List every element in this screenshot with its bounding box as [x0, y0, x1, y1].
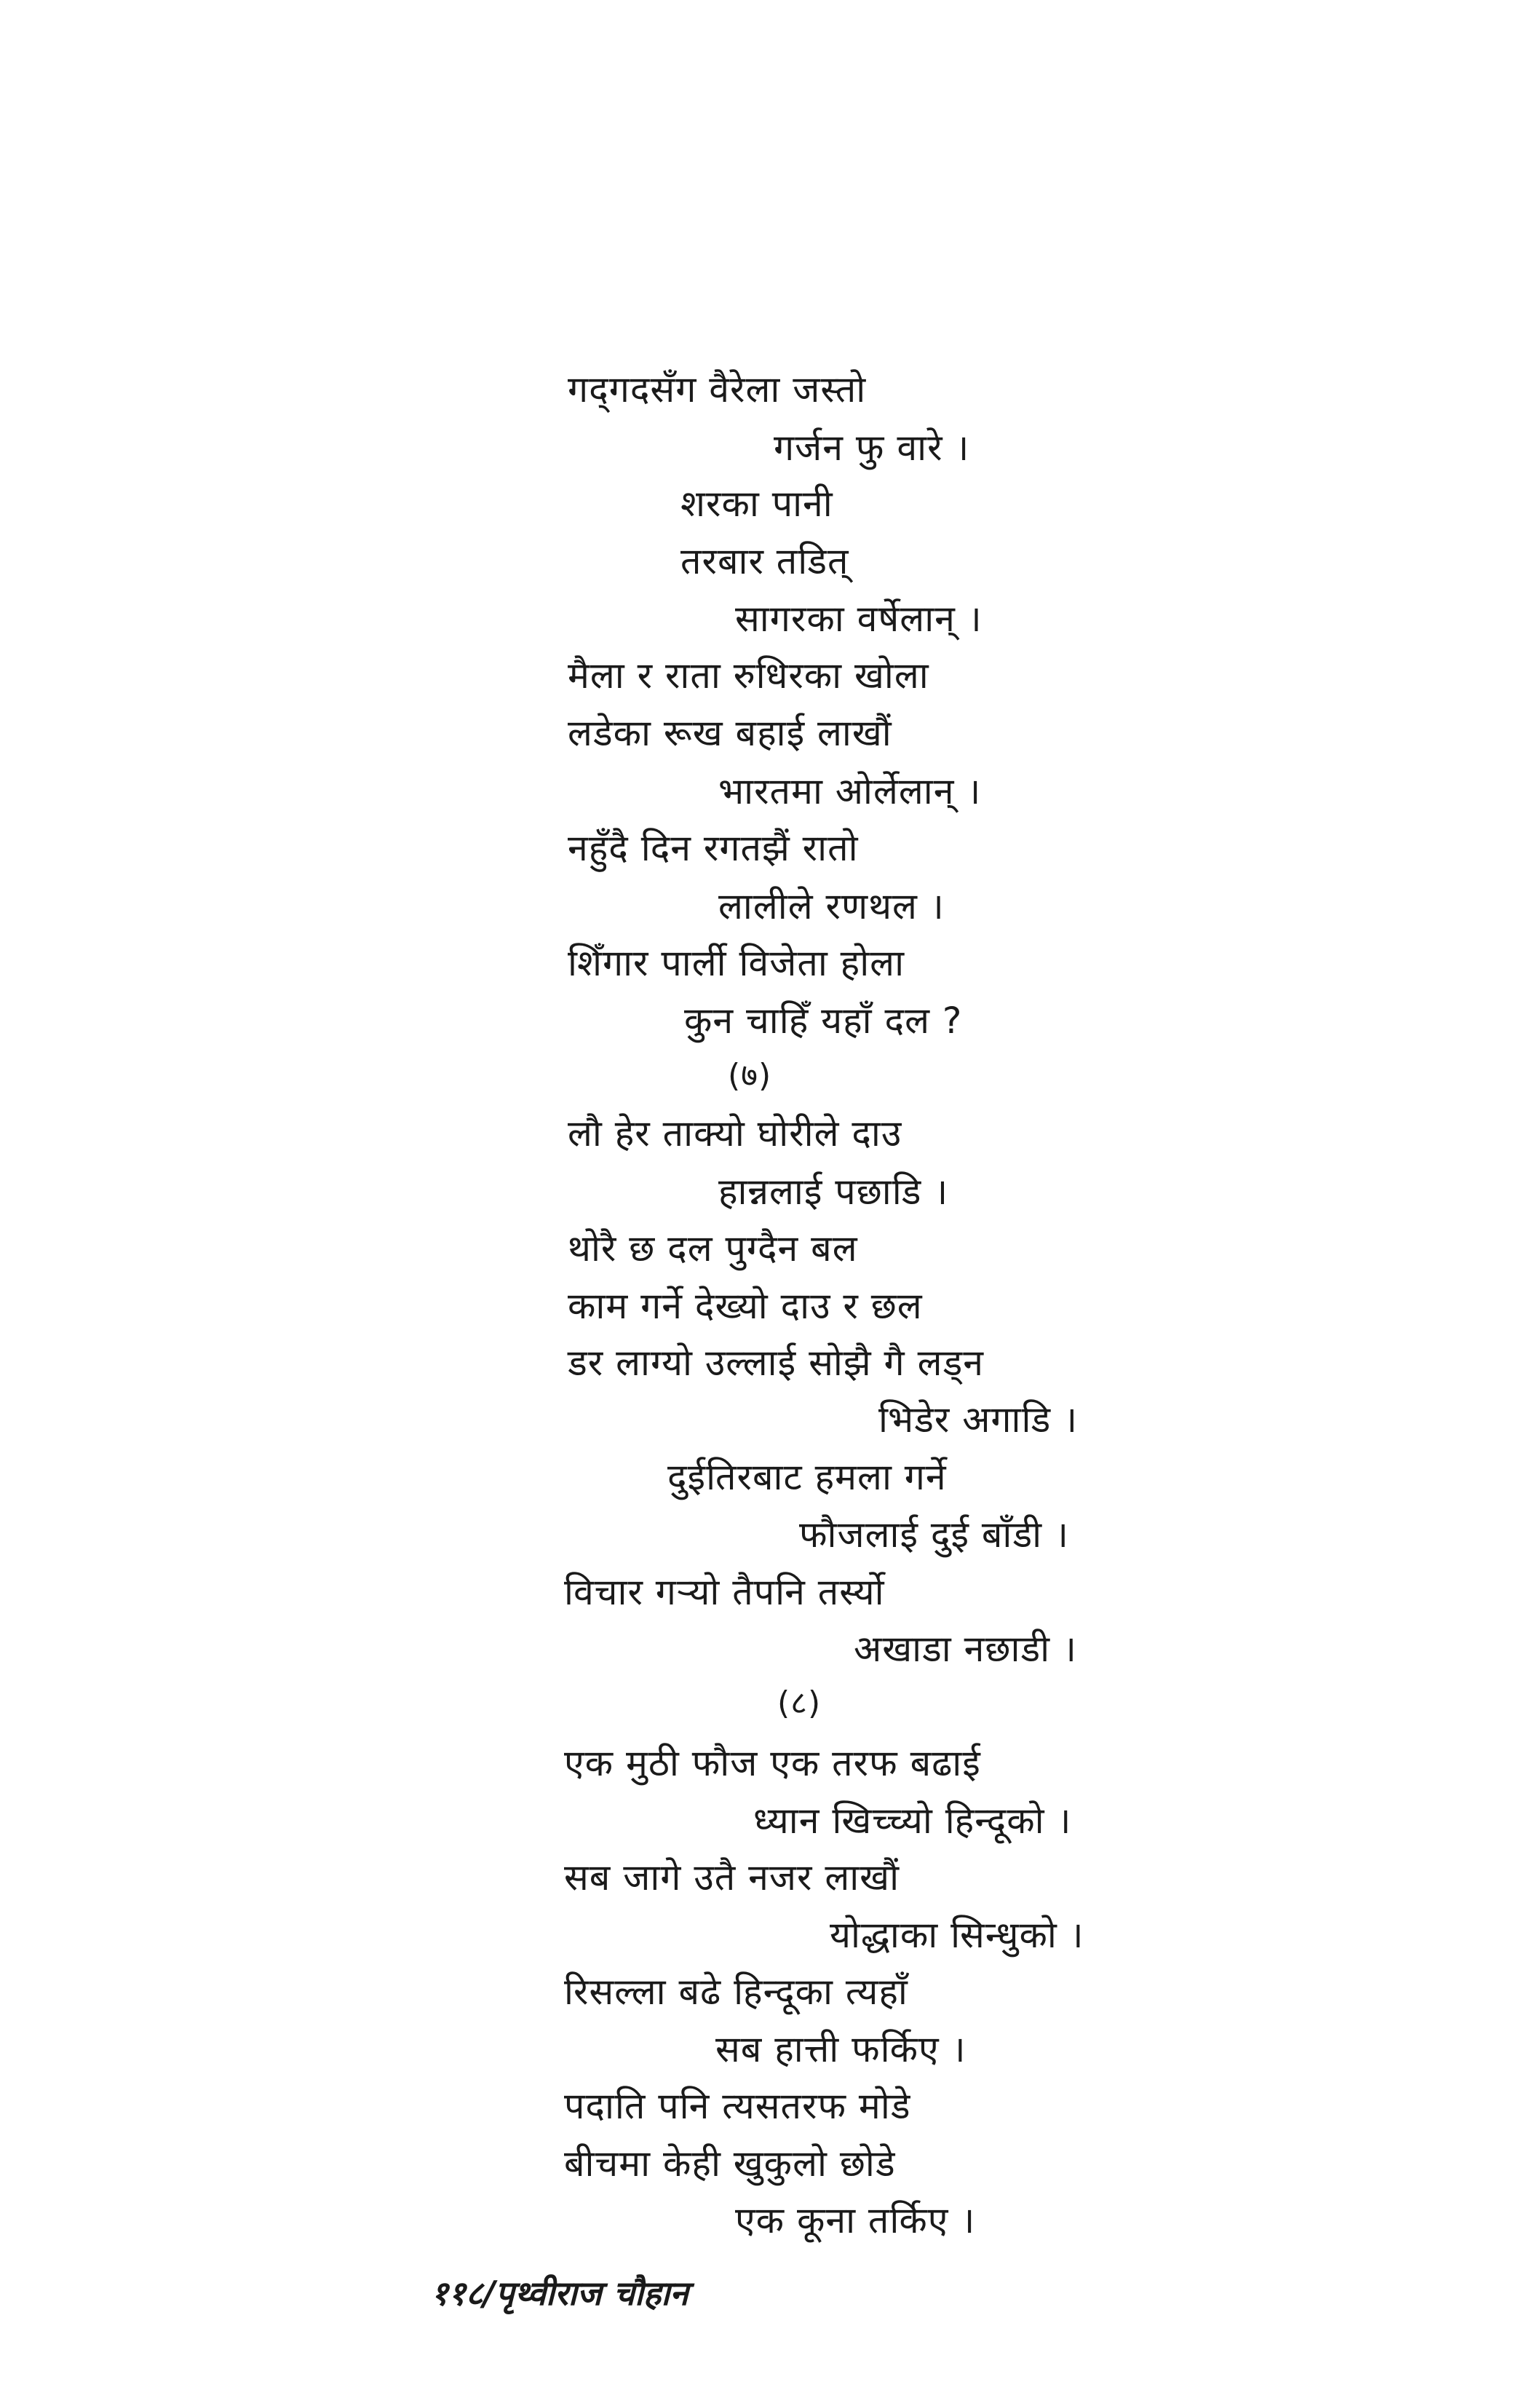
poem-line: विचार गऱ्यो तैपनि तर्स्यो	[564, 1571, 885, 1613]
poem-line: लडेका रूख बहाई लाखौं	[568, 712, 892, 754]
stanza-number: (७)	[728, 1057, 772, 1094]
stanza-number: (८)	[777, 1685, 822, 1722]
poem-line: भिडेर अगाडि ।	[878, 1398, 1079, 1441]
poem-line: थोरै छ दल पुग्दैन बल	[568, 1227, 858, 1270]
poem-line: ध्यान खिच्च्यो हिन्दूको ।	[753, 1800, 1072, 1842]
poem-line: अखाडा नछाडी ।	[854, 1628, 1077, 1670]
poem-line: नहुँदै दिन रगतझैं रातो	[568, 827, 859, 869]
poem-line: योद्धाका सिन्धुको ।	[830, 1914, 1084, 1956]
poem-line: पदाति पनि त्यसतरफ मोडे	[564, 2085, 911, 2127]
poem-line: गर्जन फु वारे ।	[774, 427, 970, 469]
poem-line: दुईतिरबाट हमला गर्ने	[667, 1456, 947, 1498]
poem-line: फौजलाई दुई बाँडी ।	[799, 1513, 1069, 1556]
poem-line: तरबार तडित्	[680, 540, 849, 582]
poem-line: हान्नलाई पछाडि ।	[718, 1171, 949, 1213]
poem-line: बीचमा केही खुकुलो छोडे	[564, 2142, 896, 2185]
poem-line: शिँगार पार्ली विजेता होला	[568, 942, 905, 984]
poem-line: काम गर्ने देख्यो दाउ र छल	[568, 1285, 923, 1327]
poem-line: सब जागे उतै नजर लाखौं	[564, 1856, 900, 1899]
poem-line: डर लाग्यो उल्लाई सोझै गै लड्न	[568, 1342, 984, 1384]
poem-line: लालीले रणथल ।	[718, 885, 945, 927]
poem-line: एक मुठी फौज एक तरफ बढाई	[564, 1742, 981, 1784]
page-footer: ११८/पृथ्वीराज चौहान	[431, 2274, 688, 2313]
poem-line: शरका पानी	[680, 483, 833, 525]
poem-line: सागरका वर्षेलान् ।	[735, 598, 983, 640]
poem-line: रिसल्ला बढे हिन्दूका त्यहाँ	[564, 1971, 908, 2013]
poem-line: लौ हेर ताक्यो घोरीले दाउ	[568, 1112, 902, 1155]
poem-line: सब हात्ती फर्किए ।	[715, 2028, 967, 2070]
poem-line: गद्‌गदसँग वैरेला जस्तो	[568, 368, 867, 411]
poem-line: कुन चाहिँ यहाँ दल ?	[684, 1000, 963, 1042]
poem-line: मैला र राता रुधिरका खोला	[568, 654, 929, 697]
poem-line: एक कूना तर्किए ।	[735, 2199, 976, 2241]
poem-line: भारतमा ओर्लेलान् ।	[718, 770, 982, 812]
